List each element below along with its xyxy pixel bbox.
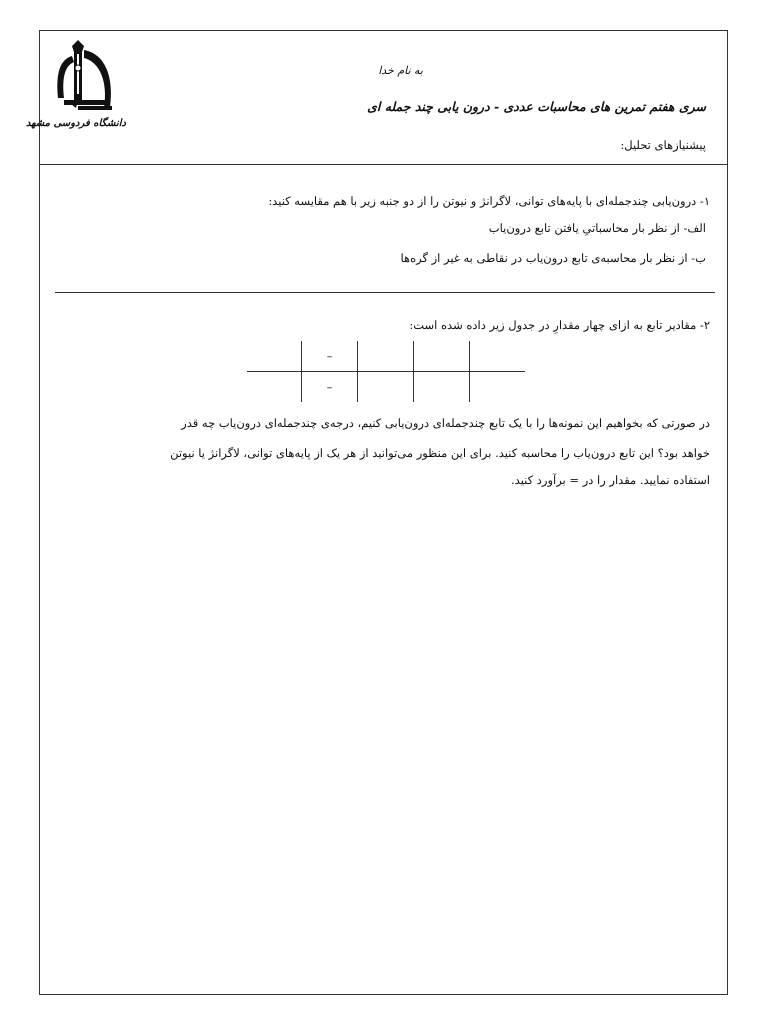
- table-cell: [414, 372, 470, 403]
- question-2-paragraph-line-1: در صورتی که بخواهیم این نمونه‌ها را با یک تابع چندجمله‌ای درون‌یابی کنیم، درجه‌ی چندجمله‌ای درون‌یاب چه قدر: [181, 416, 710, 430]
- page-title: سری هفتم تمرین های محاسبات عددی - درون یابی چند جمله ای: [367, 99, 706, 114]
- table-cell: –: [302, 372, 358, 403]
- table-row: [247, 372, 525, 403]
- table-cell: [414, 341, 470, 372]
- table-cell: [247, 341, 302, 372]
- table-cell: –: [302, 341, 358, 372]
- prerequisites-label: پیشنیازهای تحلیل:: [620, 138, 706, 152]
- table-cell: [470, 372, 526, 403]
- bismillah: به نام خدا: [378, 64, 423, 77]
- question-1-text: ۱- درون‌یابی چندجمله‌ای با پایه‌های توانی، لاگرانژ و نیوتن را از دو جنبه زیر با هم مقایسه کنید:: [268, 194, 710, 208]
- table-cell: [247, 372, 302, 403]
- university-logo: [25, 38, 126, 138]
- question-2-paragraph-line-3: استفاده نمایید. مقدار را در = برآورد کنید.: [511, 473, 710, 487]
- section-divider: [55, 292, 715, 293]
- question-1-part-b: ب- از نظر بار محاسبه‌ی تابع درون‌یاب در نقاطی به غیر از گره‌ها: [400, 251, 706, 265]
- table-row: [247, 341, 525, 372]
- question-1-part-a: الف- از نظر بار محاسباتیِ یافتن تابع درون‌یاب: [488, 221, 706, 235]
- table-cell: [358, 372, 414, 403]
- logo-text: دانشگاه فردوسی مشهد: [25, 118, 126, 129]
- question-2-intro: ۲- مقادیر تابع به ازای چهار مقدارِ در جدول زیر داده شده است:: [409, 318, 710, 332]
- page-frame: [25, 30, 728, 995]
- table-cell: [470, 341, 526, 372]
- table-cell: [358, 341, 414, 372]
- header-divider: [39, 164, 728, 165]
- function-values-table: [247, 341, 525, 402]
- question-2-paragraph-line-2: خواهد بود؟ این تابع درون‌یاب را محاسبه کنید. برای این منظور می‌توانید از هر یک از پایه‌های توانی، لاگرانژ یا نیوتن: [170, 446, 710, 460]
